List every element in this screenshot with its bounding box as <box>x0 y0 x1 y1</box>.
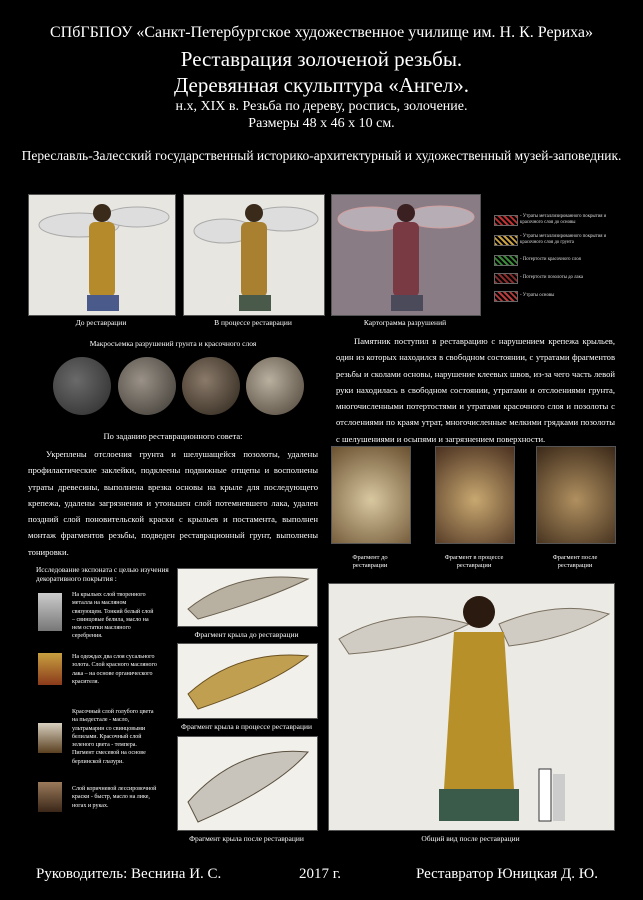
wing-during-image <box>178 644 317 718</box>
final-caption: Общий вид после реставрации <box>421 834 520 843</box>
damage-map-image <box>332 195 480 315</box>
subtitle-technique: н.х, XIX в. Резьба по дереву, роспись, золочение. <box>175 99 468 114</box>
macro-photo-4 <box>246 357 304 415</box>
caption-before: До реставрации <box>75 318 127 327</box>
legend-text-2: - Утраты металлизированного покрытия и красочного слоя до грунта <box>520 234 607 245</box>
footer-year: 2017 г. <box>299 866 341 882</box>
wing-during-caption: Фрагмент крыла в процессе реставрации <box>181 722 312 731</box>
face-before-photo <box>331 446 411 544</box>
sample-robe-swatch <box>38 653 62 685</box>
subtitle-dimensions: Размеры 48 х 46 х 10 см. <box>248 116 395 131</box>
legend-swatch-3 <box>494 255 518 266</box>
final-photo <box>328 583 615 831</box>
research-item-4: Слой коричневой лессировочной краски - быстр, масло на лике, ногах и руках. <box>72 786 157 809</box>
caption-during: В процессе реставрации <box>214 318 292 327</box>
sample-face-swatch <box>38 782 62 812</box>
legend-text-5: - Утраты основы <box>520 293 555 298</box>
wing-during-photo <box>177 643 318 719</box>
wing-before-caption: Фрагмент крыла до реставрации <box>194 630 299 639</box>
research-item-3: Красочный слой голубого цвета на пьедестале - масло, ультрамарин со свинцовыми белилами. Красочный слой зеленого цвета - темпера. Пигмент смесевой на основе берлинской глазури. <box>72 709 154 765</box>
wing-before-photo <box>177 568 318 627</box>
face-during-caption: Фрагмент в процессе реставрации <box>444 554 504 569</box>
research-item-1: На крыльях слой творенного металла на масляном связующем. Тонкий белый слой – свинцовые белила, масло на нем остатки масляного серебрения. <box>72 592 154 640</box>
council-title: По заданию реставрационного совета: <box>103 431 243 441</box>
wing-after-photo <box>177 736 318 831</box>
sample-pedestal-swatch <box>38 723 62 753</box>
footer-restorer: Реставратор Юницкая Д. Ю. <box>416 866 598 882</box>
legend-swatch-4 <box>494 273 518 284</box>
institution-name: СПбГБПОУ «Санкт-Петербургское художественное училище им. Н. К. Рериха» <box>49 24 594 41</box>
museum-name: Переславль-Залесский государственный историко-архитектурный и художественный музей-заповедник. <box>21 148 622 163</box>
legend-text-3: - Потертости красочного слоя <box>520 257 581 262</box>
photo-during <box>183 194 325 316</box>
photo-before <box>28 194 176 316</box>
wing-after-image <box>178 737 317 830</box>
macro-title: Макросъемка разрушений грунта и красочного слоя <box>89 339 257 348</box>
footer-leader: Руководитель: Веснина И. С. <box>36 866 222 882</box>
condition-text: Памятник поступил в реставрацию с нарушением крепежа крыльев, один из которых находился в свободном состоянии, с утратами фрагментов резьбы и сколами основы, нарушение клеевых швов, из-за чего часть левой руки находилась в свободном состоянии, утратами и отслоениями грунта, многочисленными потертостями и утратами красочного слоя и позолоты с отслоениями по краям утрат, многочисленные мелкими грядками позолоты с шелушениями и осыпями и загрязнением поверхности. <box>336 336 615 444</box>
face-during-photo <box>435 446 515 544</box>
face-before-caption: Фрагмент до реставрации <box>352 554 388 569</box>
legend-text-4: - Потертости позолоты до лака <box>520 275 584 280</box>
legend-text-1: - Утраты металлизированного покрытия и красочного слоя до основы <box>520 214 607 225</box>
legend-swatch-2 <box>494 235 518 246</box>
research-title: Исследование экспоната с целью изучения декоративного покрытия : <box>36 565 169 583</box>
wing-before-image <box>178 569 317 626</box>
research-item-2: На одеждах два слоя сусального золота. Слой красного масляного лака – на основе органического красителя. <box>72 654 157 685</box>
wing-after-caption: Фрагмент крыла после реставрации <box>189 834 304 843</box>
angel-during-image <box>184 195 324 315</box>
face-after-photo <box>536 446 616 544</box>
macro-photo-2 <box>118 357 176 415</box>
angel-before-image <box>29 195 175 315</box>
title-line-1: Реставрация золоченой резьбы. <box>180 47 463 71</box>
macro-photo-3 <box>182 357 240 415</box>
title-line-2: Деревянная скульптура «Ангел». <box>173 73 470 97</box>
face-after-caption: Фрагмент после реставрации <box>552 554 598 569</box>
macro-photo-1 <box>53 357 111 415</box>
work-text: Укреплены отслоения грунта и шелушащейся позолоты, удалены профилактические заклейки, подклеены подвижные отщепы и восполнены утраты древесины, выполнена врезка основы на крыле для последующего крепежа, удалены загрязнения и утоньшен слой потемневшего лака, удален поздний слой поновительской краски с крыльев и постамента, выполнен монтаж фрагментов резьбы, подведен реставрационный грунт, выполнены тонировки. <box>28 449 318 557</box>
sample-wing-swatch <box>38 593 62 631</box>
angel-after-image <box>329 584 614 830</box>
legend-swatch-1 <box>494 215 518 226</box>
photo-damage-map <box>331 194 481 316</box>
caption-damage-map: Картограмма разрушений <box>363 318 447 327</box>
legend-swatch-5 <box>494 291 518 302</box>
